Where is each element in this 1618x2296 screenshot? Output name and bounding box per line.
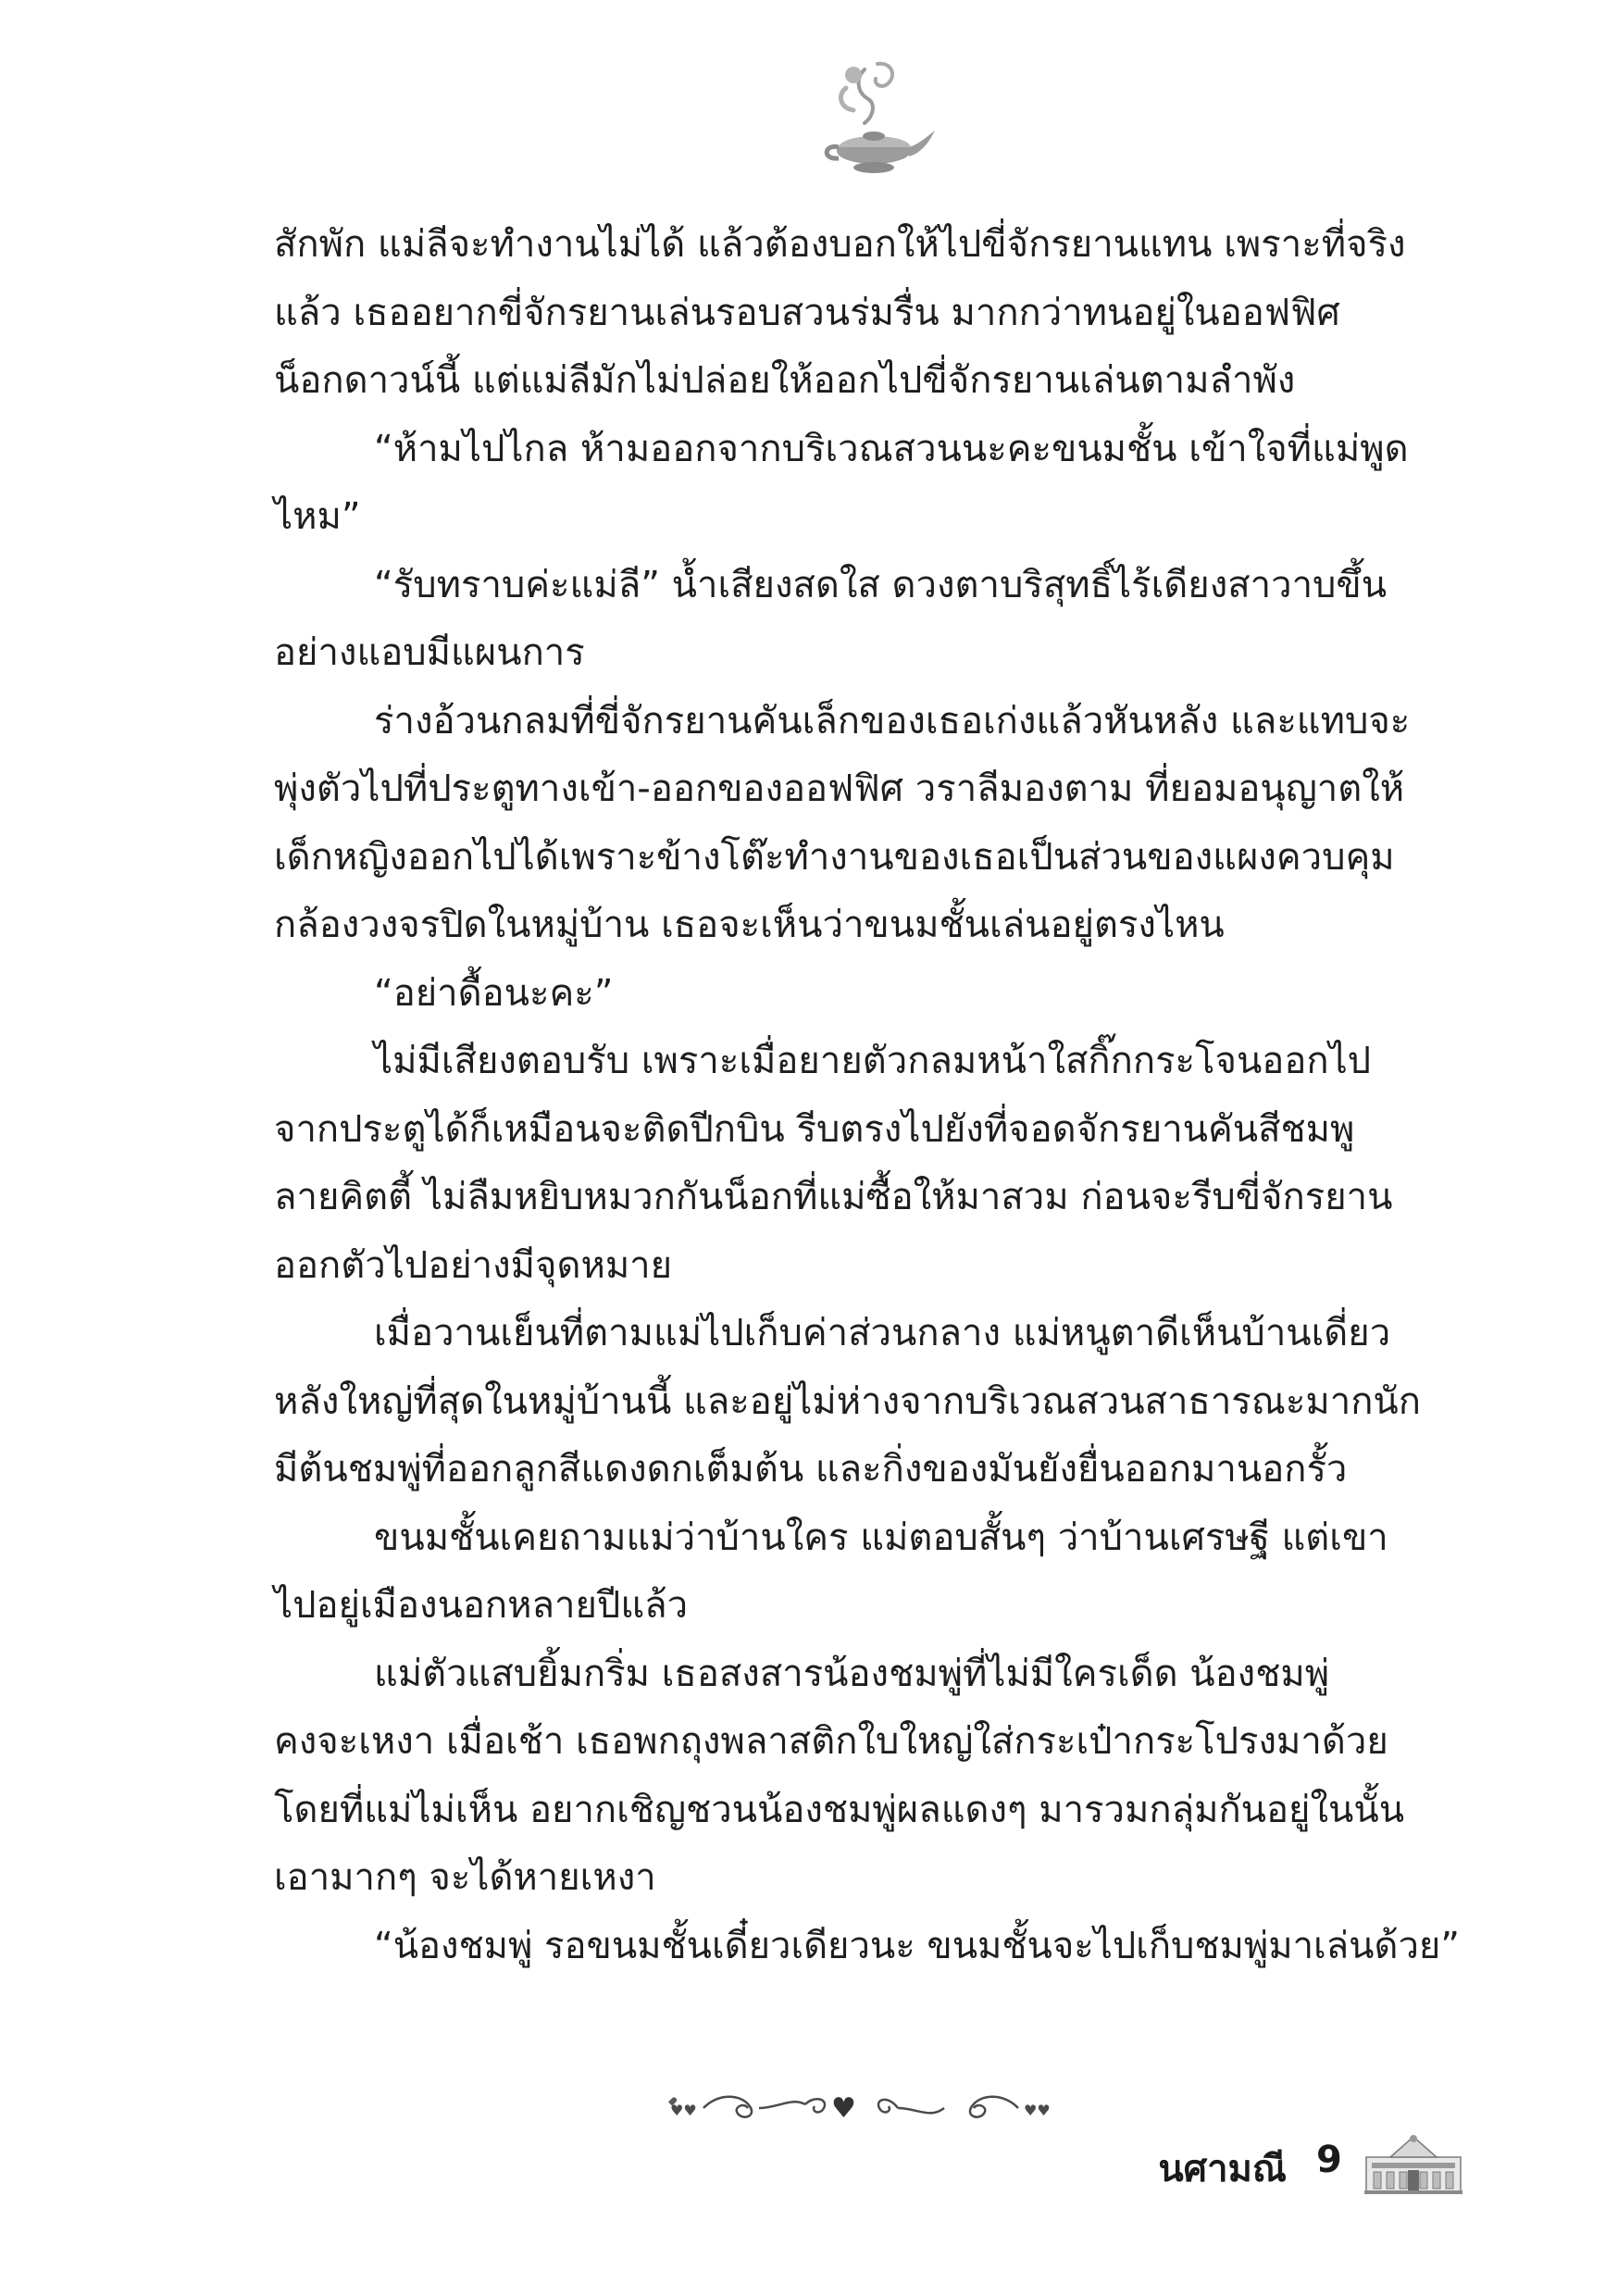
paragraph — [274, 1641, 1459, 1913]
text-line: “น้องชมพู่ รอขนมชั้นเดี๋ยวเดียวนะ ขนมชั้นจะไปเก็บชมพู่มาเล่นด้วย” — [374, 1924, 1461, 1967]
text-line: หลังใหญ่ที่สุดในหมู่บ้านนี้ และอยู่ไม่ห่างจากบริเวณสวนสาธารณะมากนัก — [274, 1379, 1421, 1423]
text-line: จากประตูได้ก็เหมือนจะติดปีกบิน รีบตรงไปยังที่จอดจักรยานคันสีชมพู — [274, 1107, 1355, 1151]
paragraph — [274, 1300, 1459, 1504]
castle-icon — [1363, 2129, 1464, 2196]
text-line: เมื่อวานเย็นที่ตามแม่ไปเก็บค่าส่วนกลาง แม่หนูตาดีเห็นบ้านเดี่ยว — [374, 1312, 1391, 1354]
text-line: พุ่งตัวไปที่ประตูทางเข้า-ออกของออฟฟิศ วราลีมองตาม ที่ยอมอนุญาตให้ — [274, 767, 1405, 810]
text-line: แม่ตัวแสบยิ้มกริ่ม เธอสงสารน้องชมพู่ที่ไม่มีใครเด็ด น้องชมพู่ — [374, 1652, 1330, 1695]
text-line: คงจะเหงา เมื่อเช้า เธอพกถุงพลาสติกใบใหญ่ใส่กระเป๋ากระโปรงมาด้วย — [274, 1720, 1388, 1763]
paragraph — [274, 960, 1459, 1029]
text-line: น็อกดาวน์นี้ แต่แม่ลีมักไม่ปล่อยให้ออกไปขี่จักรยานเล่นตามลำพัง — [274, 359, 1296, 402]
text-line: อย่างแอบมีแผนการ — [274, 631, 585, 674]
text-line: ร่างอ้วนกลมที่ขี่จักรยานคันเล็กของเธอเก่งแล้วหันหลัง และแทบจะ — [374, 699, 1411, 742]
svg-text:♥♥: ♥♥ — [670, 2102, 697, 2119]
text-line: ขนมชั้นเคยถามแม่ว่าบ้านใคร แม่ตอบสั้นๆ ว่าบ้านเศรษฐี แต่เขา — [374, 1516, 1388, 1559]
text-line: “ห้ามไปไกล ห้ามออกจากบริเวณสวนนะคะขนมชั้น เข้าใจที่แม่พูด — [374, 427, 1409, 470]
text-line: มีต้นชมพู่ที่ออกลูกสีแดงดกเต็มต้น และกิ่งของมันยังยื่นออกมานอกรั้ว — [274, 1448, 1348, 1491]
text-line: แล้ว เธออยากขี่จักรยานเล่นรอบสวนร่มรื่น มากกว่าทนอยู่ในออฟฟิศ — [274, 291, 1340, 334]
paragraph — [274, 1913, 1459, 1981]
text-line: สักพัก แม่ลีจะทำงานไม่ได้ แล้วต้องบอกให้ไปขี่จักรยานแทน เพราะที่จริง — [274, 223, 1406, 266]
svg-text:♥: ♥ — [831, 2092, 856, 2125]
svg-text:♥♥: ♥♥ — [1024, 2102, 1051, 2119]
text-line: กล้องวงจรปิดในหมู่บ้าน เธอจะเห็นว่าขนมชั้นเล่นอยู่ตรงไหน — [274, 904, 1225, 946]
page-footer — [1074, 2128, 1555, 2202]
text-line: “รับทราบค่ะแม่ลี” น้ำเสียงสดใส ดวงตาบริสุทธิ์ไร้เดียงสาวาบขึ้น — [374, 563, 1388, 606]
paragraph — [274, 1504, 1459, 1641]
text-line: ออกตัวไปอย่างมีจุดหมาย — [274, 1243, 673, 1287]
text-line: โดยที่แม่ไม่เห็น อยากเชิญชวนน้องชมพู่ผลแดงๆ มารวมกลุ่มกันอยู่ในนั้น — [274, 1788, 1405, 1831]
text-line: เด็กหญิงออกไปได้เพราะข้างโต๊ะทำงานของเธอเป็นส่วนของแผงควบคุม — [274, 835, 1395, 879]
paragraph — [274, 688, 1459, 960]
text-line: ไม่มีเสียงตอบรับ เพราะเมื่อยายตัวกลมหน้าใสกิ๊กกระโจนออกไป — [374, 1040, 1372, 1082]
text-line: ไหม” — [274, 495, 361, 538]
text-line: ลายคิตตี้ ไม่ลืมหยิบหมวกกันน็อกที่แม่ซื้อให้มาสวม ก่อนจะรีบขี่จักรยาน — [274, 1176, 1393, 1218]
text-line: ไปอยู่เมืองนอกหลายปีแล้ว — [274, 1584, 689, 1627]
page-number: 9 — [1316, 2139, 1342, 2181]
text-line: “อย่าดื้อนะคะ” — [374, 971, 614, 1015]
paragraph — [274, 416, 1459, 552]
story-text — [274, 211, 1459, 1980]
lamp-genie-icon — [800, 51, 939, 181]
heart-swirl-divider — [666, 2088, 1055, 2127]
book-title: นศามณี — [1158, 2148, 1287, 2190]
text-line: เอามากๆ จะได้หายเหงา — [274, 1856, 656, 1899]
paragraph — [274, 211, 1459, 416]
paragraph — [274, 1028, 1459, 1300]
paragraph — [274, 552, 1459, 688]
